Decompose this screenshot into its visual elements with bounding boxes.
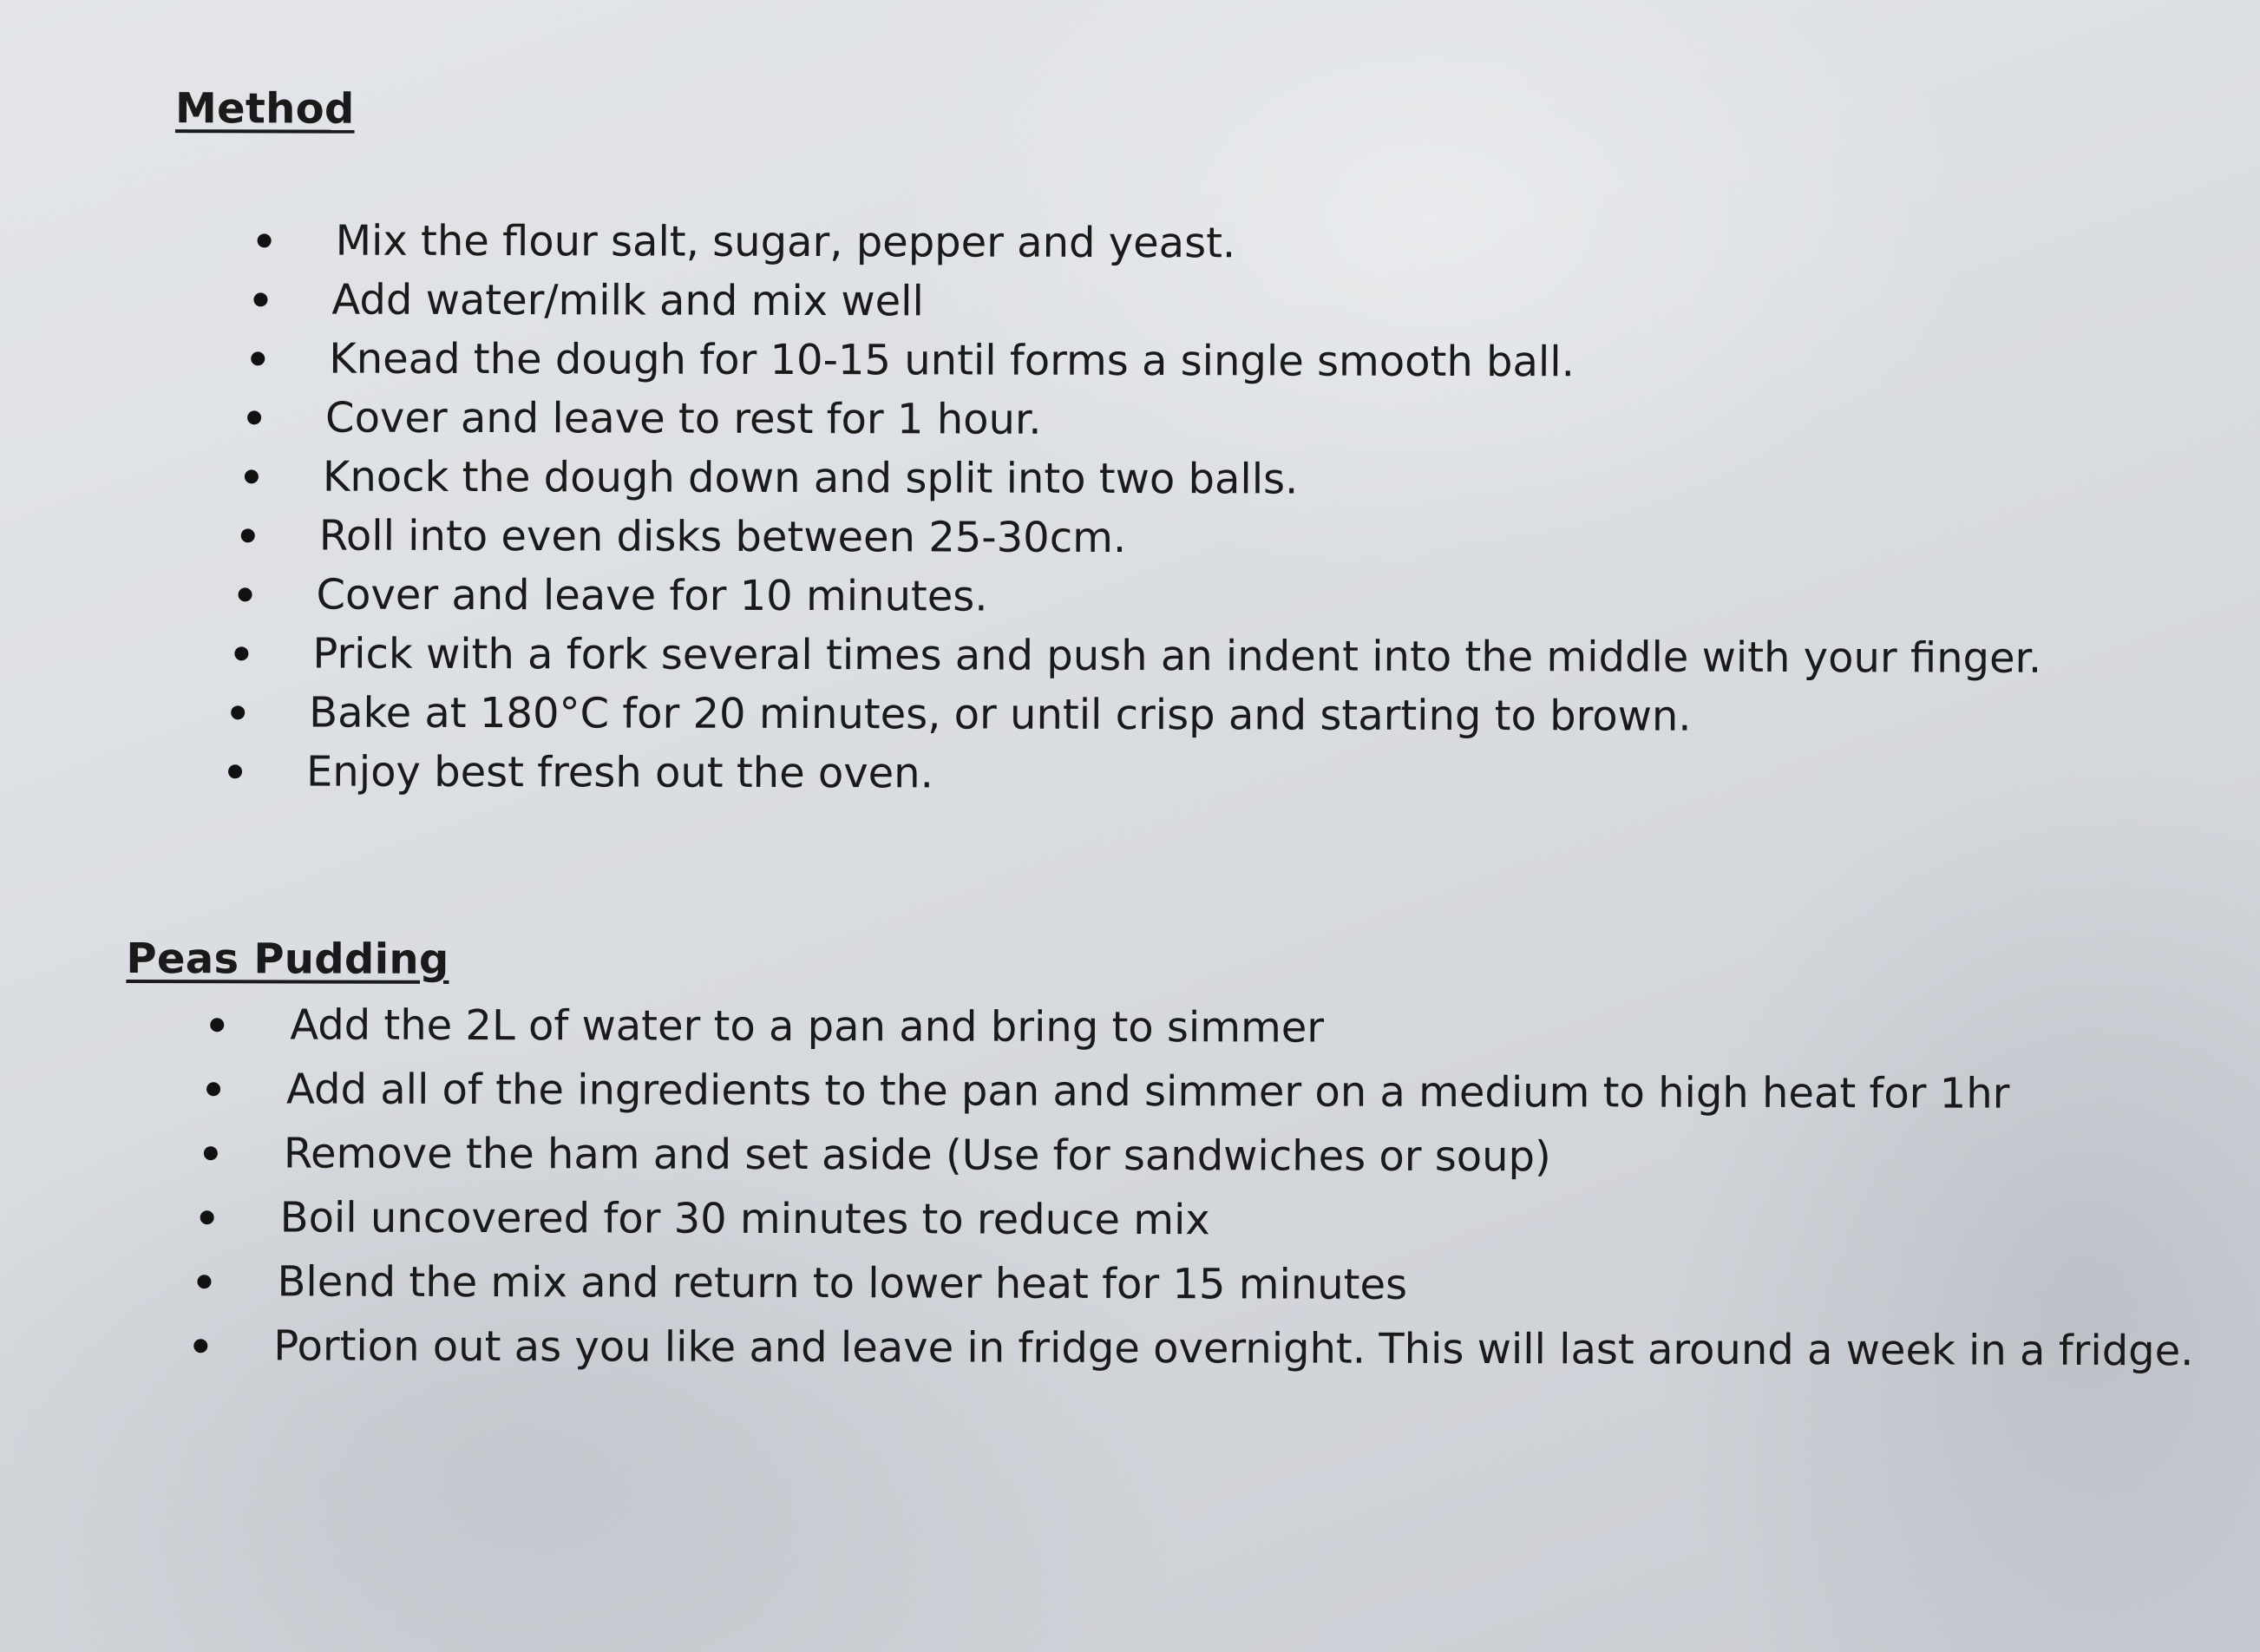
bullet-icon <box>206 1082 220 1096</box>
step-text: Add the 2L of water to a pan and bring to simmer <box>290 1000 1325 1052</box>
bullet-icon <box>258 233 272 247</box>
bullet-icon <box>247 410 261 424</box>
step-text: Add water/milk and mix well <box>331 275 924 326</box>
bullet-icon <box>197 1275 211 1288</box>
bullet-icon <box>234 646 248 660</box>
bullet-icon <box>245 469 259 483</box>
step-text: Boil uncovered for 30 minutes to reduce mix <box>279 1193 1210 1245</box>
bullet-icon <box>251 351 265 365</box>
method-steps-list <box>0 216 2042 810</box>
bullet-icon <box>231 705 245 719</box>
step-text: Blend the mix and return to lower heat for 15 minutes <box>277 1257 1408 1309</box>
step-text: Add all of the ingredients to the pan and simmer on a medium to high heat for 1hr <box>285 1065 2010 1118</box>
step-text: Cover and leave to rest for 1 hour. <box>325 393 1042 444</box>
step-text: Enjoy best fresh out the oven. <box>305 747 933 798</box>
step-text: Mix the flour salt, sugar, pepper and yeast. <box>335 216 1236 268</box>
bullet-icon <box>241 528 255 542</box>
step-text: Portion out as you like and leave in fridge overnight. This will last around a week in a fridge. <box>273 1321 2194 1376</box>
bullet-icon <box>239 587 252 601</box>
step-text: Bake at 180°C for 20 minutes, or until crisp and starting to brown. <box>309 688 1692 741</box>
peas-pudding-heading: Peas Pudding <box>126 934 449 984</box>
step-text: Prick with a fork several times and push an indent into the middle with your finger. <box>312 629 2042 683</box>
method-heading: Method <box>174 84 355 134</box>
bullet-icon <box>228 764 242 778</box>
bullet-icon <box>210 1018 224 1032</box>
bullet-icon <box>193 1339 207 1353</box>
step-text: Cover and leave for 10 minutes. <box>316 570 988 621</box>
bullet-icon <box>204 1146 218 1160</box>
bullet-icon <box>200 1210 214 1224</box>
step-text: Knock the dough down and split into two balls. <box>322 452 1299 504</box>
step-text: Roll into even disks between 25-30cm. <box>318 511 1127 562</box>
step-text: Knead the dough for 10-15 until forms a single smooth ball. <box>329 334 1575 387</box>
step-text: Remove the ham and set aside (Use for sandwiches or soup) <box>283 1129 1551 1182</box>
bullet-icon <box>253 292 267 306</box>
